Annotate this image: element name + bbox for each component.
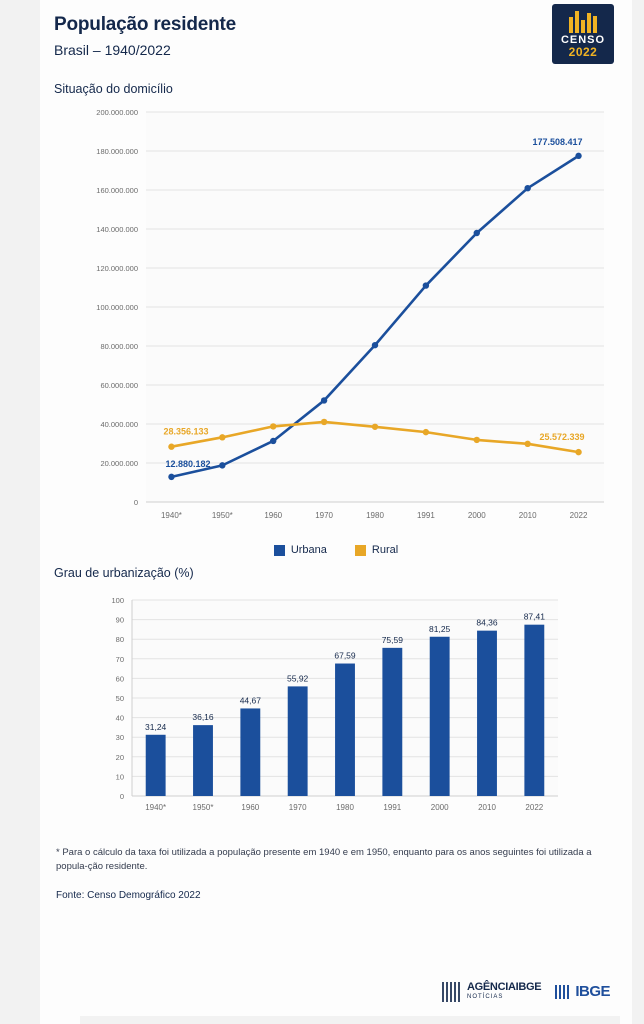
x-axis-tick-label: 2000 [430,803,449,812]
bar-value-label: 75,59 [381,634,403,645]
data-point [270,423,276,429]
data-point [372,424,378,430]
legend-swatch-urbana [274,545,285,556]
bar-value-label: 36,16 [192,712,214,723]
bar-value-label: 44,67 [239,695,261,706]
line-chart [54,102,618,556]
y-axis-tick-label: 40.000.000 [100,420,138,429]
annotation-rural-last: 25.572.339 [539,432,585,443]
legend-label-urbana: Urbana [290,544,327,556]
y-axis-tick-label: 30 [115,733,124,743]
content-area [40,0,632,1024]
y-axis-tick-label: 160.000.000 [96,186,138,195]
censo-logo-text-top: CENSO [560,34,606,46]
y-axis-tick-label: 100.000.000 [96,303,138,312]
bar-value-label: 55,92 [287,673,309,684]
bar-value-label: 67,59 [334,650,356,661]
annotation-urbana-last: 177.508.417 [532,136,583,147]
y-axis-tick-label: 180.000.000 [96,147,138,156]
agencia-sublabel: NOTÍCIAS [466,994,504,1000]
y-axis-tick-label: 80 [115,635,124,645]
y-axis-tick-label: 20.000.000 [100,459,138,468]
y-axis-tick-label: 50 [115,694,124,703]
x-axis-tick-label: 1940* [145,803,167,812]
header [40,0,632,74]
y-axis-tick-label: 60.000.000 [100,381,138,390]
y-axis-tick-label: 80.000.000 [100,342,138,351]
line-chart-svg [54,102,618,542]
bar-value-label: 87,41 [523,611,545,622]
right-margin-rail [632,0,644,1024]
footnote: * Para o cálculo da taxa foi utilizada a população presente em 1940 e em 1950, enquanto para os anos seguintes foi utilizada a popula-ção residente. [56,847,592,872]
legend-label-rural: Rural [371,544,399,556]
bar [382,648,402,796]
bar-chart-svg [54,586,618,826]
x-axis-tick-label: 2010 [518,511,537,520]
agencia-ibge-logo-icon [442,981,541,1002]
y-axis-tick-label: 140.000.000 [96,225,138,234]
data-point [270,438,276,444]
data-point [321,397,327,403]
line-chart-label: Situação do domicílio [54,82,173,96]
agencia-mark-icon [442,982,462,1002]
x-axis-tick-label: 2000 [467,511,486,520]
bar [240,708,260,796]
data-point [168,474,174,480]
x-axis-tick-label: 1960 [241,803,260,812]
agencia-label: AGÊNCIAIBGE [466,981,542,993]
censo-logo-icon [552,4,614,64]
bar [430,637,450,796]
annotation-urbana-first: 12.880.182 [165,458,211,469]
bar [524,625,544,796]
x-axis-tick-label: 1950* [192,803,214,812]
ibge-mark-icon [555,985,571,999]
y-axis-tick-label: 20 [115,752,124,762]
bar-chart [54,586,618,836]
y-axis-tick-label: 70 [115,654,124,664]
data-point [474,437,480,443]
data-point [219,434,225,440]
censo-logo-text-bottom: 2022 [568,45,598,59]
bar [193,725,213,796]
x-axis-tick-label: 2022 [569,511,588,520]
x-axis-tick-label: 1950* [211,511,233,520]
y-axis-tick-label: 60 [115,674,124,684]
bar [477,631,497,796]
legend-swatch-rural [355,545,366,556]
data-point [372,342,378,348]
data-point [575,153,581,159]
x-axis-tick-label: 1991 [416,511,435,520]
bar-chart-label: Grau de urbanização (%) [54,566,194,580]
data-point [423,282,429,288]
bar-value-label: 31,24 [145,721,167,732]
y-axis-tick-label: 0 [133,498,138,507]
censo-logo-marks [569,9,597,33]
x-axis-tick-label: 2022 [525,803,544,812]
x-axis-tick-label: 1940* [160,511,182,520]
annotation-rural-first: 28.356.133 [163,426,209,437]
line-chart-legend [54,544,618,556]
data-point [219,462,225,468]
data-point [474,230,480,236]
x-axis-tick-label: 1970 [288,803,307,812]
x-axis-tick-label: 1991 [383,803,402,812]
legend-item-urbana [274,544,327,556]
x-axis-tick-label: 1980 [366,511,384,520]
y-axis-tick-label: 100 [111,596,124,605]
source-note: Fonte: Censo Demográfico 2022 [56,889,201,901]
data-point [524,441,530,447]
x-axis-tick-label: 1980 [336,803,354,812]
bar [146,735,166,796]
data-point [321,419,327,425]
y-axis-tick-label: 90 [115,615,124,625]
x-axis-tick-label: 2010 [478,803,496,812]
x-axis-tick-label: 1970 [315,511,334,520]
bottom-rail [80,1016,620,1024]
y-axis-tick-label: 40 [115,713,124,723]
data-point [575,449,581,455]
footer-logos [442,981,610,1002]
left-margin-rail [0,0,40,1024]
ibge-logo-icon [555,983,610,1000]
bar-value-label: 81,25 [429,623,451,634]
ibge-label: IBGE [575,983,610,1000]
bar-value-label: 84,36 [476,617,498,628]
page-subtitle: Brasil – 1940/2022 [54,42,171,58]
data-point [524,185,530,191]
y-axis-tick-label: 200.000.000 [96,108,138,117]
y-axis-tick-label: 0 [119,792,124,801]
x-axis-tick-label: 1960 [264,511,283,520]
data-point [168,444,174,450]
y-axis-tick-label: 120.000.000 [96,264,138,273]
page-title: População residente [54,14,237,35]
data-point [423,429,429,435]
bar [335,664,355,796]
y-axis-tick-label: 10 [115,772,124,782]
legend-item-rural [355,544,398,556]
bar [288,686,308,796]
